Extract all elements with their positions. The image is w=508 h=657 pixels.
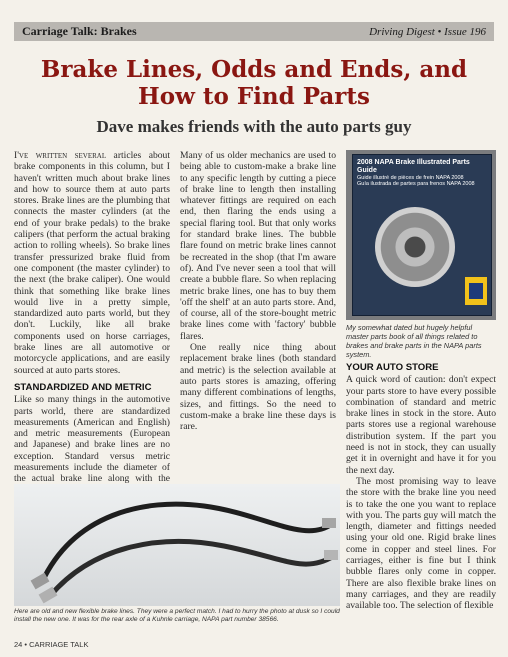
photo-caption-1: My somewhat dated but hugely helpful master parts book of all things related to brakes and brake parts in the NAPA parts system. — [346, 323, 482, 359]
parts-guide-book — [352, 154, 492, 316]
column-2 — [180, 150, 336, 432]
heading-standardized-metric: STANDARDIZED AND METRIC — [14, 381, 152, 393]
photo-caption-2: Here are old and new flexible brake lines. They were a perfect match. I had to hurry the photo at dusk so I could install the new one. It was for the rear axle of a Kuhnle carriage, NAPA part number 38566. — [14, 608, 340, 623]
paragraph-4: One really nice thing about replacement brake lines (both standard and metric) is the selection available at auto parts stores is amazing, offering many different combinations of lengths, sizes, and fittings. So the need to custom-make a brake line these days is rare. — [180, 342, 336, 433]
article-title: Brake Lines, Odds and Ends, and How to Find Parts — [40, 56, 468, 110]
column-3 — [346, 362, 496, 612]
book-title — [357, 159, 491, 187]
paragraph-6: The most promising way to leave the store with the brake line you need is to take the one you want to replace with you. The parts guy will match the length, diameter and fittings needed using your old one. Rigid brake lines come in copper and steel lines. For carriages, either is fine but I think bubble flares only come in copper. There are also flexible brake lines on many carriages, and they are readily available too. The selection of flexible — [346, 475, 496, 612]
lead-in: I've written several — [14, 150, 107, 161]
brake-lines-photo — [14, 484, 340, 606]
brake-disc-image — [375, 207, 455, 287]
paragraph-5: A quick word of caution: don't expect your parts store to have every possible combination of standard and metric brake lines in stock in the store. Auto parts stores use a regional warehouse distribution system. If the part you need is not in stock, they can usually get it in overnight and have it for you the next day. — [346, 374, 496, 476]
paragraph-1 — [14, 150, 170, 376]
paragraph-1-text: articles about brake components in this column, but I haven't written much about brake lines and how to source them at auto parts stores. Brake lines are the plumbing that connects the master cylinders (at the end of your brake pedals) to the brake calipers (that perform the actual braking action to rolling wheels). So brake lines transfer pressurized brake fluid from one component (the master cylinder) to the next (the brake caliper). One would think that something like brake lines would live in a pretty simple, standardized auto parts world, but they don't. Luckily, like all brake components used on horse carriages, brake lines are all automotive or motorcycle applications, and are easily sourced at auto parts stores. — [14, 150, 171, 376]
page-footer: 24 • CARRIAGE TALK — [14, 640, 89, 649]
parts-guide-photo — [346, 150, 496, 320]
hose-fitting-right-new — [324, 550, 338, 560]
book-subtitle-fr: Guide illustré de pièces de frein NAPA 2008 — [357, 175, 464, 181]
book-title-line: 2008 NAPA Brake Illustrated Parts Guide — [357, 159, 470, 174]
article-subtitle: Dave makes friends with the auto parts guy — [96, 117, 412, 136]
paragraph-2: Like so many things in the automotive parts world, there are standardized measurements (American and English) and metric measurements (European and Japanese) and brake lines are no exception. Standard versus metric measurements include the diameter of the actual brake line along with the — [14, 394, 170, 485]
book-subtitle-es: Guía ilustrada de partes para frenos NAPA 2008 — [357, 181, 475, 187]
brake-hoses-image — [14, 484, 340, 606]
paragraph-3: Many of us older mechanics are used to being able to custom-make a brake line to any specific length by cutting a piece of brake line to length then installing whatever fittings are required on each end, then flaring the ends using a special flaring tool. But that only works for standard brake lines. The bubble flare found on metric brake lines cannot be recreated in the shop (that I'm aware of). And I've never seen a tool that will create a bubble flare. So when replacing metric brake lines, one has to buy them 'off the shelf' at an auto parts store. And, of course, all of the store-bought metric brake lines come with 'factory' bubble flares. — [180, 150, 336, 342]
brake-hose-new — [50, 541, 334, 596]
hose-fitting-right-old — [322, 518, 336, 528]
section-title: Carriage Talk: Brakes — [22, 24, 137, 38]
heading-your-auto-store: YOUR AUTO STORE — [346, 362, 439, 373]
section-header-bar — [14, 22, 494, 41]
issue-label: Driving Digest • Issue 196 — [369, 25, 486, 38]
napa-logo-inner — [469, 283, 483, 299]
